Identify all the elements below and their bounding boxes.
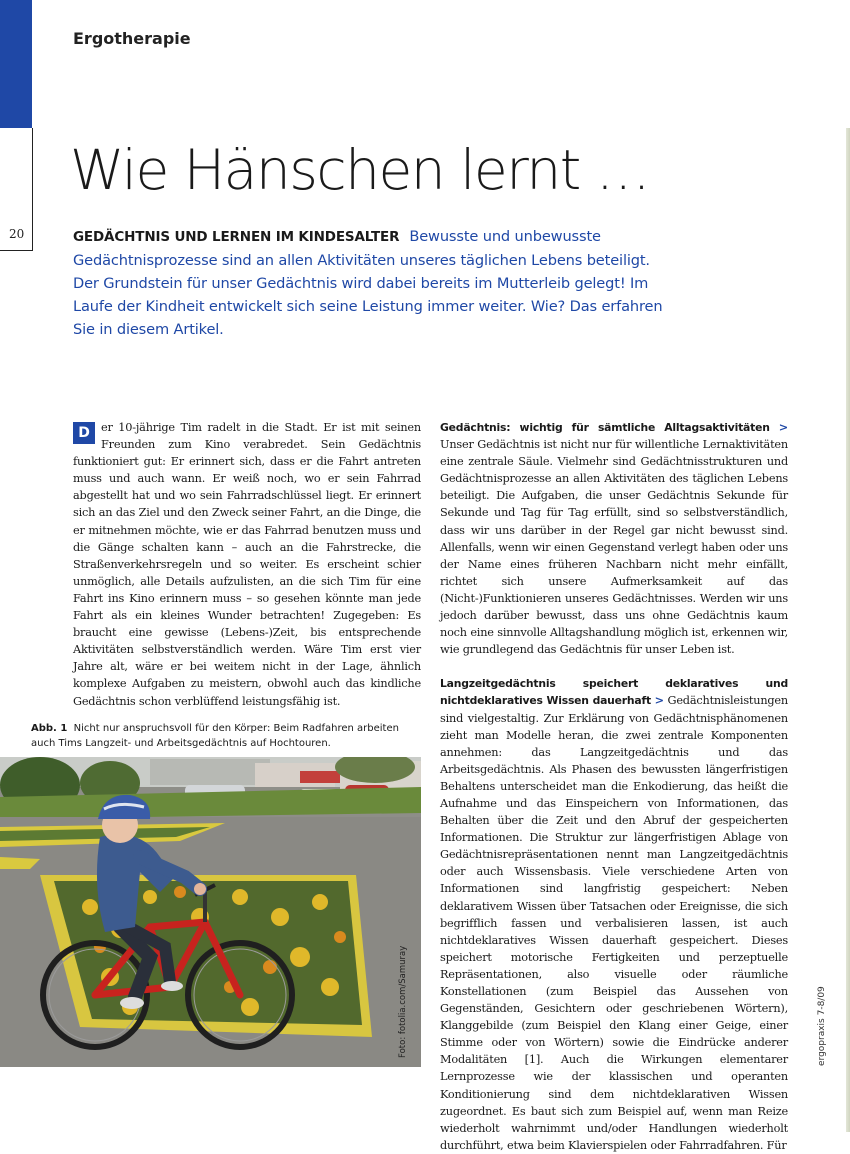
- intro-text: er 10-jährige Tim radelt in die Stadt. Er ist mit seinen Freunden zum Kino verabredet. Sein Gedächtnis funktioniert gut: Er erinnert sich, dass er die Fahrt antreten muss und auch wann. Er weiß noch, wo er sein Fahrrad abgestellt hat und wo sein Fahrradschlüssel liegt. Er erinnert sich an das Ziel und den Zweck seiner Fahrt, an die Dinge, die er mitnehmen möchte, wie er das Fahrrad benutzen muss und die Gänge schalten kann – auch an die Fahrstrecke, die Straßenverkehrsregeln und so weiter. Es erscheint schier unmöglich, alle Details aufzulisten, an die sich Tim für eine Fahrt ins Kino erinnern muss – so gesehen könnte man jede Fahrt als ein kleines Wunder betrachten! Zugegeben: Es braucht eine gewisse (Lebens-)Zeit, bis entsprechende Aktivitäten selbstverständlich werden. Wäre Tim erst vier Jahre alt, wäre er bei weitem nicht in der Lage, ähnlich komplexe Aufgaben zu meistern, obwohl auch das kindliche Gedächtnis schon verblüffend leistungsfähig ist.: [73, 421, 421, 708]
- accent-bar: [0, 0, 32, 128]
- figure-label: Abb. 1: [31, 723, 68, 734]
- section-long-term-memory: [440, 675, 788, 1154]
- section-label: Ergotherapie: [73, 29, 191, 48]
- figure-caption: [31, 722, 421, 751]
- subheading-long-term-memory: Langzeitgedächtnis speichert deklaratives und nichtdeklaratives Wissen dauerhaft: [440, 677, 788, 708]
- margin-rule-horizontal: [0, 250, 33, 251]
- article-lead: [73, 225, 673, 341]
- journal-reference: ergopraxis 7-8/09: [817, 986, 827, 1066]
- page-number: 20: [9, 227, 25, 241]
- lead-kicker: GEDÄCHTNIS UND LERNEN IM KINDESALTER: [73, 229, 400, 245]
- margin-rule-vertical: [32, 128, 33, 250]
- intro-paragraph: [73, 419, 421, 710]
- figure-photo-boy-on-bicycle: [0, 757, 421, 1067]
- subheading-memory-daily: Gedächtnis: wichtig für sämtliche Alltagsaktivitäten: [440, 421, 770, 434]
- arrow-icon: >: [778, 420, 788, 434]
- lead-text: Bewusste und unbewusste Gedächtnisprozesse sind an allen Aktivitäten unseres täglichen Lebens beteiligt. Der Grundstein für unser Gedächtnis wird dabei bereits im Mutterleib gelegt! Im Laufe der Kindheit entwickelt sich seine Leistung immer weiter. Wie? Das erfahren Sie in diesem Artikel.: [73, 228, 663, 338]
- photo-credit: Foto: fotolia.com/Samuray: [398, 945, 408, 1058]
- drop-cap: D: [73, 422, 95, 444]
- section-memory-daily: [440, 419, 788, 658]
- body-column-left: [73, 419, 421, 710]
- arrow-icon: >: [654, 693, 664, 708]
- figure-caption-text: Nicht nur anspruchsvoll für den Körper: Beim Radfahren arbeiten auch Tims Langzeit- und Arbeitsgedächtnis auf Hochtouren.: [31, 723, 399, 749]
- section-memory-daily-text: Unser Gedächtnis ist nicht nur für willentliche Lernaktivitäten eine zentrale Säule. Vielmehr sind Gedächtnisstrukturen und Gedächtnisprozesse an allen Aktivitäten des täglichen Lebens beteiligt. Die Aufgaben, die unser Gedächtnis Sekunde für Sekunde und Tag für Tag erfüllt, sind so selbstverständlich, dass wir uns darüber in der Regel gar nicht bewusst sind. Allenfalls, wenn wir einen Gegenstand verlegt haben oder uns der Name eines früheren Nachbarn nicht mehr einfällt, richtet sich unsere Aufmerksamkeit auf das (Nicht-)Funktionieren unseres Gedächtnisses. Werden wir uns jedoch darüber bewusst, dass uns ohne Gedächtnis kaum noch eine sinnvolle Alltagshandlung möglich ist, erkennen wir, wie grundlegend das Gedächtnis für unser Leben ist.: [440, 438, 788, 657]
- section-long-term-memory-text: Gedächtnisleistungen sind vielgestaltig. Zur Erklärung von Gedächtnisphänomenen zieht man Modelle heran, die zwei zentrale Komponenten annehmen: das Langzeitgedächtnis und das Arbeitsgedächtnis. Als Phasen des bewussten längerfristigen Behaltens unterscheidet man die Enkodierung, das heißt die Aufnahme und das Einspeichern von Informationen, das Behalten über die Zeit und den Abruf der gespeicherten Informationen. Die Struktur zur längerfristigen Ablage von Gedächtnisrepräsentationen nennt man Langzeitgedächtnis oder auch Wissensbasis. Viele verschiedene Arten von Informationen sind langfristig gespeichert: Neben deklarativem Wissen über Tatsachen oder Ereignisse, die sich begrifflich fassen und verbalisieren lassen, ist auch nichtdeklaratives Wissen dauerhaft gespeichert. Dieses speichert motorische Fertigkeiten und perzeptuelle Repräsentationen, also visuelle oder räumliche Konstellationen (zum Beispiel das Aussehen von Gegenständen, Gesichtern oder geschriebenen Wörtern), Klanggebilde (zum Beispiel den Klang einer Geige, einer Stimme oder von Wörtern) sowie die Eindrücke anderer Modalitäten [1]. Auch die Wirkungen elementarer Lernprozesse wie der klassischen und operanten Konditionierung sind dem nichtdeklarativen Wissen zugeordnet. Es baut sich zum Beispiel auf, wenn man Reize wiederholt wahrnimmt und/oder Handlungen wiederholt durchführt, etwa beim Klavierspielen oder Fahrradfahren. Für: [440, 694, 788, 1152]
- body-column-right: [440, 419, 788, 1154]
- article-title: Wie Hänschen lernt …: [70, 138, 650, 202]
- adjacent-page-edge: [846, 128, 850, 1132]
